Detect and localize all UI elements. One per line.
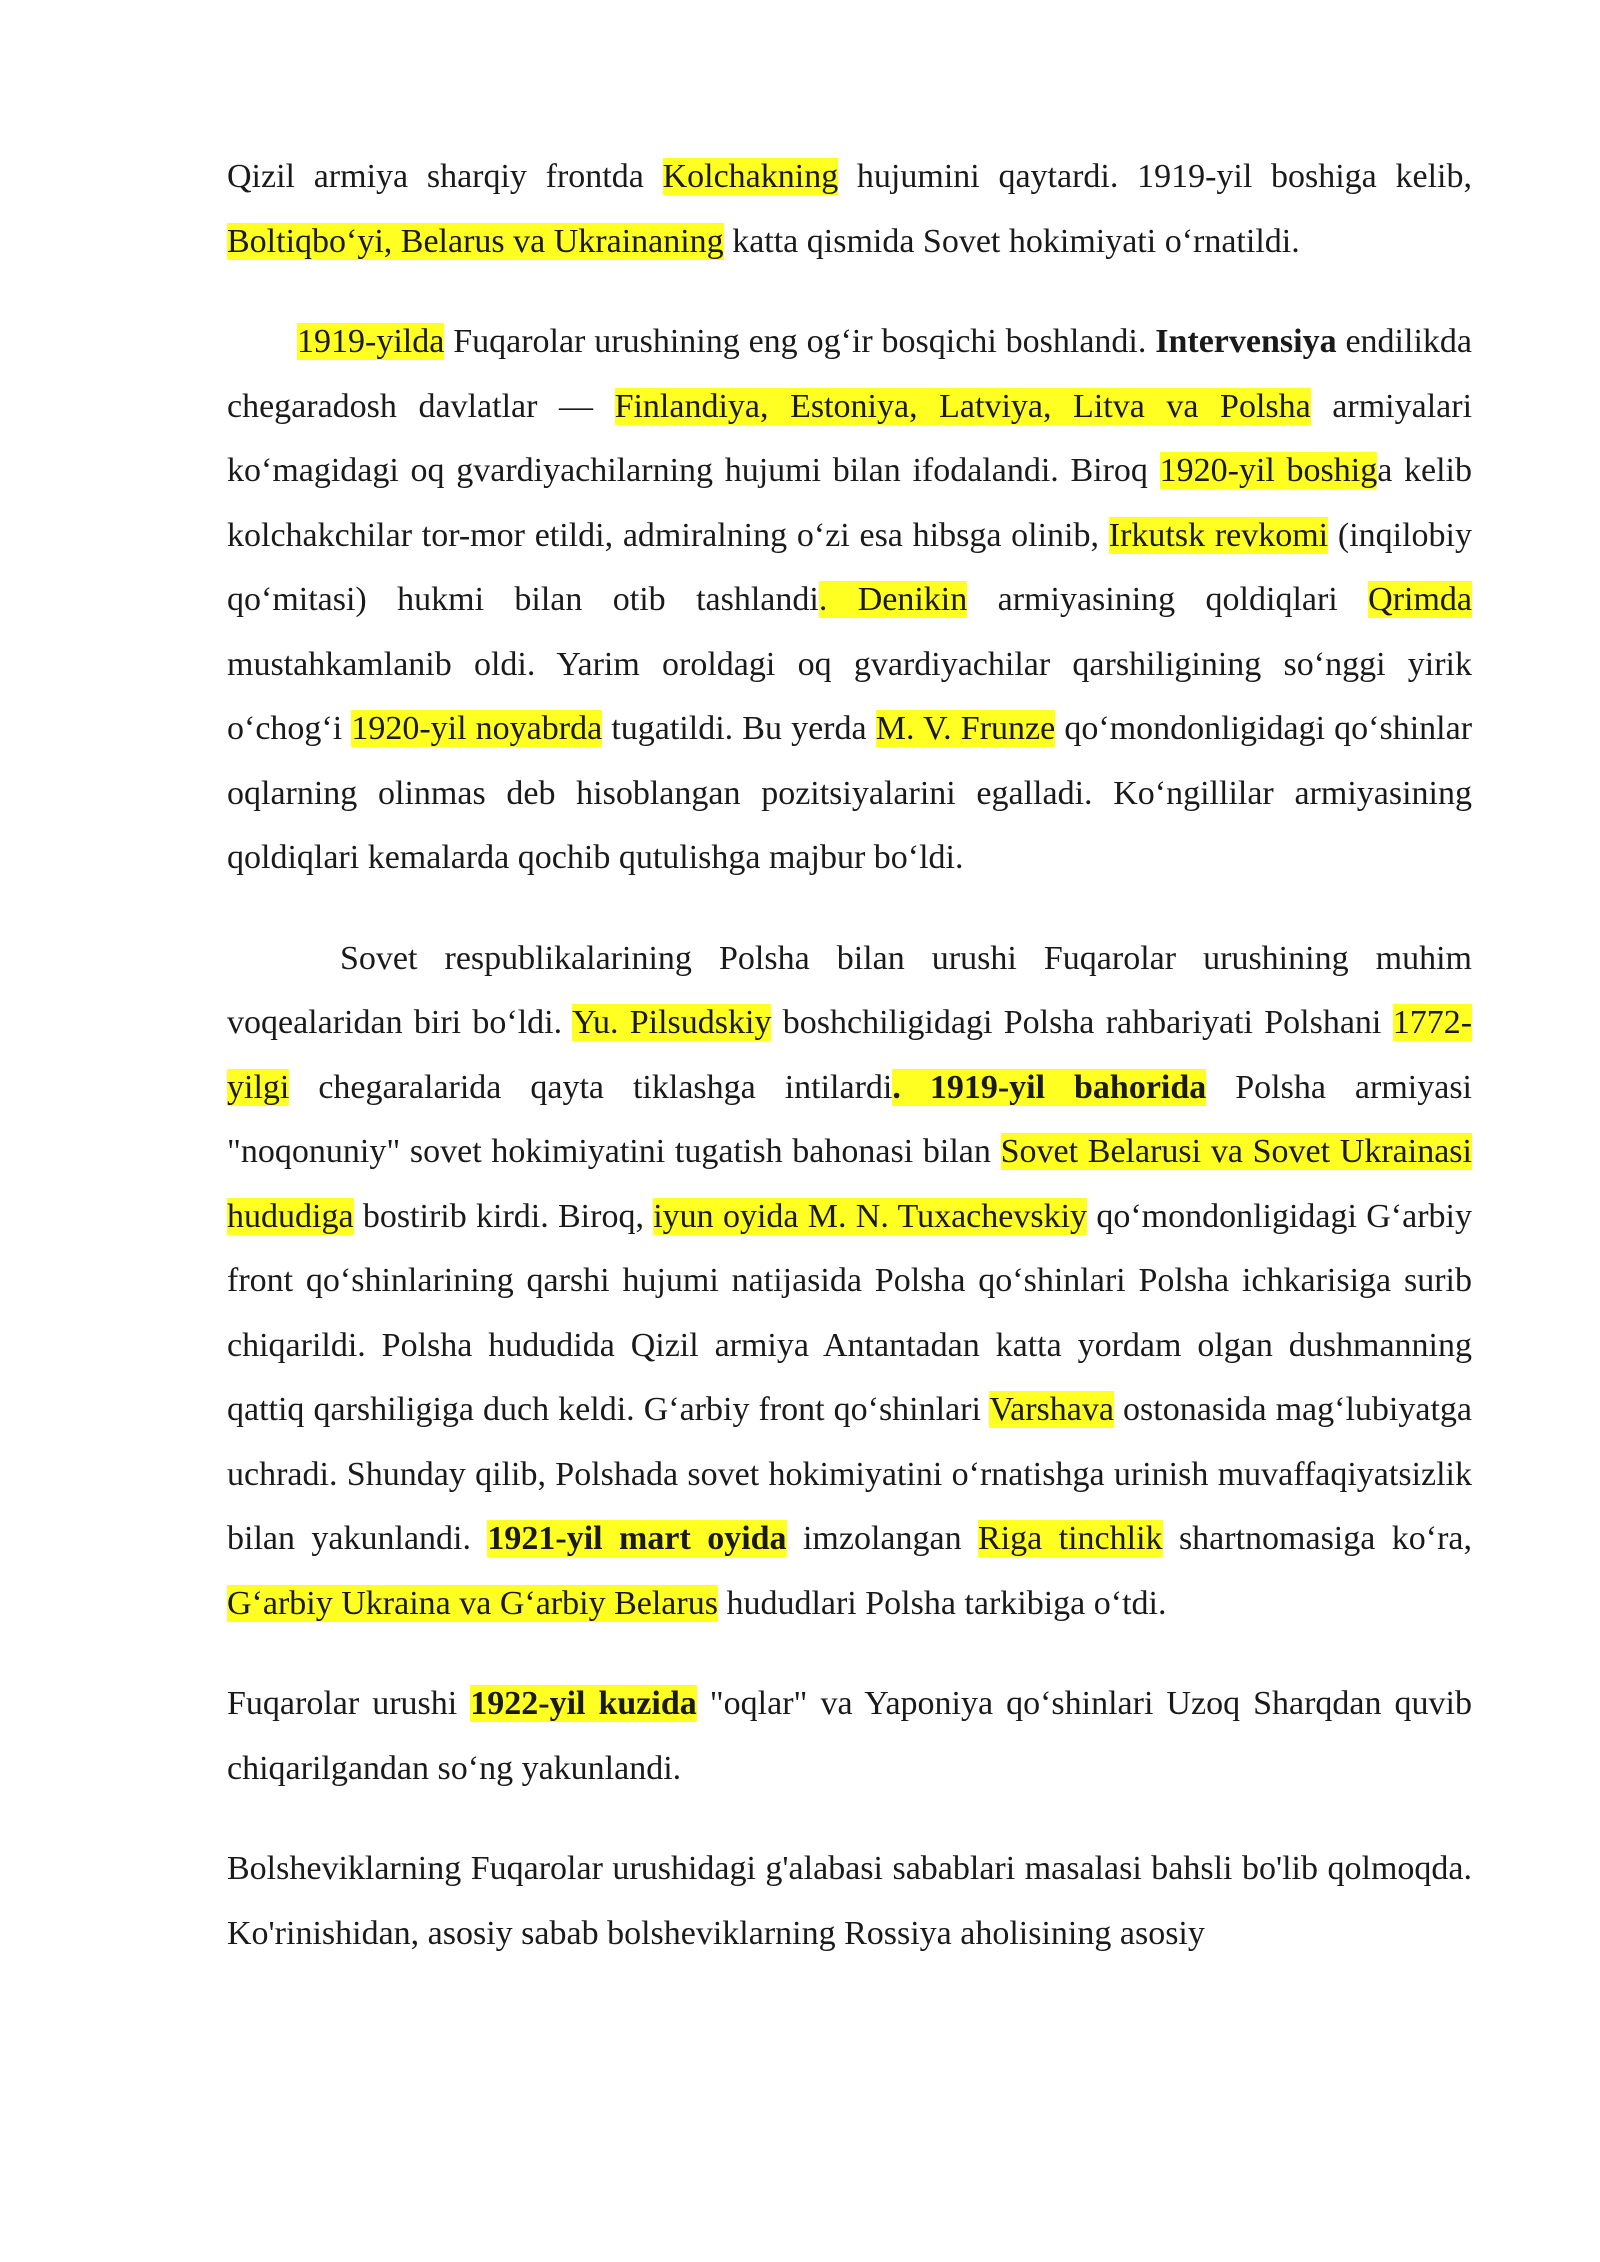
- highlighted-text: 1920-yil noyabrda: [351, 710, 603, 747]
- highlighted-text: iyun oyida M. N. Tuxachevskiy: [653, 1197, 1088, 1235]
- text-segment: bostirib kirdi. Biroq,: [353, 1197, 654, 1235]
- text-segment: chegaralarida qayta tiklashga intilardi: [289, 1068, 893, 1106]
- document-page: [227, 145, 1472, 1966]
- text-segment: Fuqarolar urushining eng og‘ir bosqichi boshlandi.: [444, 323, 1156, 360]
- text-segment: boshchiligidagi Polsha rahbariyati Polshani: [771, 1004, 1393, 1041]
- highlighted-text: M. V. Frunze: [875, 710, 1056, 747]
- text-segment: Polsha armiyasi "noqonuniy" sovet hokimiyatini tugatish bahonasi bilan: [227, 1068, 1472, 1170]
- text-segment: hujumini qaytardi. 1919-yil boshiga kelib,: [838, 158, 1472, 195]
- highlighted-text: Riga tinchlik: [978, 1520, 1163, 1557]
- highlighted-text: 1919-yilda: [297, 323, 445, 360]
- highlighted-text: 1920-yil boshig: [1159, 452, 1378, 489]
- text-segment: tugatildi. Bu yerda: [602, 710, 876, 747]
- text-segment: Sovet respublikalarining Polsha bilan urushi Fuqarolar urushining muhim voqealaridan biri bo‘ldi.: [227, 939, 1472, 1041]
- text-segment: armiyasining qoldiqlari: [967, 581, 1369, 618]
- highlighted-text: 1921-yil mart oyida: [487, 1520, 787, 1557]
- paragraph-1: [227, 145, 1472, 274]
- highlighted-text: Kolchakning: [662, 158, 839, 195]
- highlighted-text: Varshava: [989, 1391, 1114, 1428]
- highlighted-text: Finlandiya, Estoniya, Latviya, Litva va Polsha: [614, 387, 1311, 425]
- text-segment: qo‘mondonligidagi qo‘shinlar oqlarning olinmas deb hisoblangan pozitsiyalarini egalladi. Ko‘ngillilar armiyasining qoldiqlari kemalarda qochib qutulishga majbur bo‘ldi.: [227, 710, 1473, 876]
- text-segment: katta qismida Sovet hokimiyati o‘rnatildi.: [723, 222, 1300, 260]
- text-segment: hududlari Polsha tarkibiga o‘tdi.: [717, 1584, 1167, 1622]
- text-segment: armiyalari ko‘magidagi oq gvardiyachilarning hujumi bilan ifodalandi. Biroq: [227, 387, 1473, 489]
- text-segment: imzolangan: [786, 1520, 979, 1557]
- highlighted-text: . Denikin: [818, 581, 968, 618]
- highlighted-text: Yu. Pilsudskiy: [572, 1004, 772, 1041]
- text-segment: ostonasida mag‘lubiyatga uchradi. Shunday qilib, Polshada sovet hokimiyatini o‘rnatishga urinish muvaffaqiyatsizlik bilan yakunlandi.: [227, 1391, 1472, 1557]
- highlighted-text: G‘arbiy Ukraina va G‘arbiy Belarus: [227, 1584, 718, 1622]
- paragraph-5: [227, 1837, 1472, 1966]
- text-segment: Qizil armiya sharqiy frontda: [227, 158, 663, 195]
- paragraph-2: [227, 310, 1472, 891]
- bold-text: Intervensiya: [1155, 323, 1337, 360]
- paragraph-3: [227, 927, 1472, 1637]
- highlighted-text: 1772-yilgi: [227, 1004, 1473, 1106]
- highlighted-text: Sovet Belarusi va Sovet Ukrainasi hududiga: [227, 1133, 1472, 1235]
- text-segment: Fuqarolar urushi: [227, 1685, 471, 1722]
- paragraph-4: [227, 1672, 1472, 1801]
- text-segment: mustahkamlanib oldi. Yarim oroldagi oq gvardiyachilar qarshiligining so‘nggi yirik o‘chog‘i: [227, 645, 1472, 747]
- highlighted-text: Qrimda: [1368, 581, 1473, 618]
- text-segment: (inqilobiy qo‘mitasi) hukmi bilan otib tashlandi: [227, 516, 1472, 618]
- text-segment: a kelib kolchakchilar tor-mor etildi, admiralning o‘zi esa hibsga olinib,: [227, 452, 1472, 554]
- text-segment: endilikda chegaradosh davlatlar —: [227, 323, 1472, 425]
- highlighted-text: . 1919-yil bahorida: [892, 1068, 1207, 1106]
- highlighted-text: Irkutsk revkomi: [1108, 516, 1329, 554]
- highlighted-text: Boltiqbo‘yi, Belarus va Ukrainaning: [227, 222, 724, 260]
- text-segment: qo‘mondonligidagi G‘arbiy front qo‘shinlarining qarshi hujumi natijasida Polsha qo‘shinlari Polsha ichkarisiga surib chiqarildi. Polsha hududida Qizil armiya Antantadan katta yordam olgan dushmanning qattiq qarshiligiga duch keldi. G‘arbiy front qo‘shinlari: [227, 1197, 1472, 1428]
- text-segment: "oqlar" va Yaponiya qo‘shinlari Uzoq Sharqdan quvib chiqarilgandan so‘ng yakunlandi.: [227, 1685, 1472, 1787]
- text-segment: Bolsheviklarning Fuqarolar urushidagi g'alabasi sabablari masalasi bahsli bo'lib qolmoqda. Ko'rinishidan, asosiy sabab bolsheviklarning Rossiya aholisining asosiy: [227, 1850, 1472, 1952]
- text-segment: shartnomasiga ko‘ra,: [1162, 1520, 1472, 1557]
- highlighted-text: 1922-yil kuzida: [470, 1685, 697, 1722]
